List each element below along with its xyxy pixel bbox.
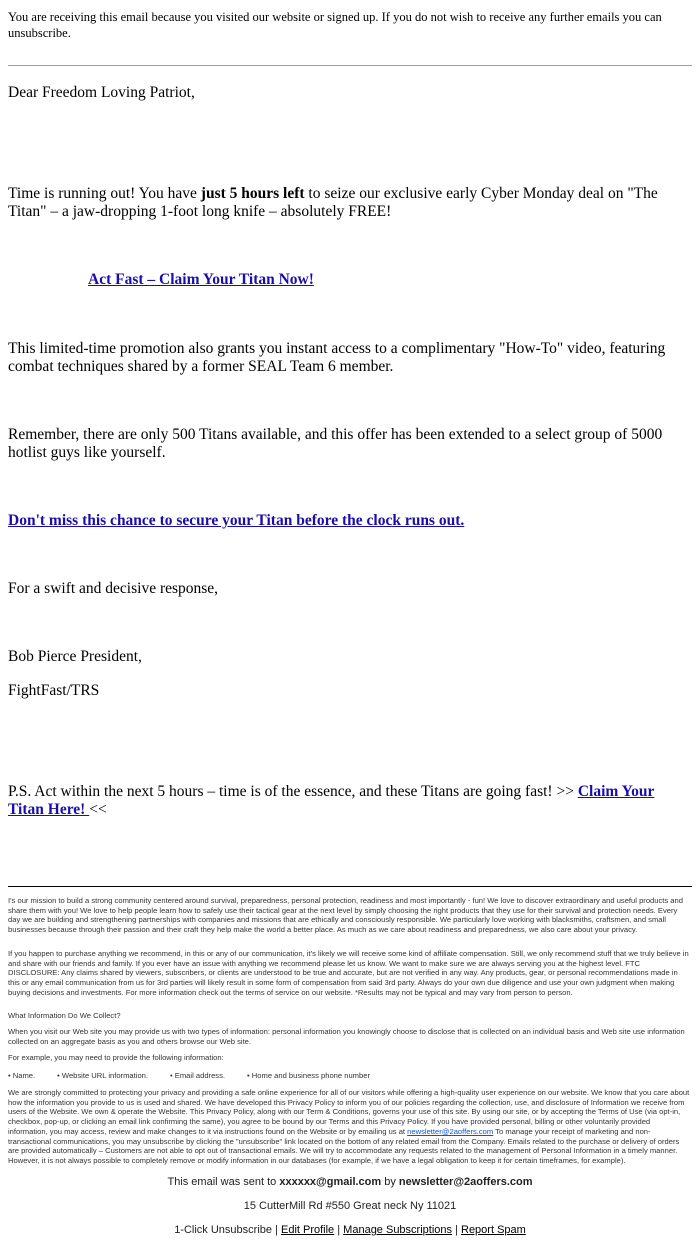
secure-titan-link[interactable]: Don't miss this chance to secure your Titan before the clock runs out.: [8, 512, 465, 529]
mailing-address: 15 CutterMill Rd #550 Great neck Ny 11021: [243, 1200, 457, 1212]
offer-text-start: Time is running out! You have: [8, 185, 201, 202]
privacy-text-start: We are strongly committed to protecting your privacy and providing a safe online experience for all of our visitors while offering a high-quality user experience on our website. We know that you care about how the information you provide to us is used and shared. We have developed this Privacy Policy to inform you of our policies regarding the collection, use, and disclosure of Information we receive from users of the Website. We own & operate the Website. This Privacy Policy, along with our Term & Conditions, governs your use of this site. By using our site, or by accepting the Terms of Use (via opt-in, checkbox, pop-up, or clicking an email link confirming the same), you agree to be bound by our Terms and this Privacy Policy. If you have provided personal, billing or other voluntarily provided information, you may access, review and make changes to it via instructions found on the Website or by emailing us at: [8, 1088, 690, 1136]
fine-print-disclosure: If you happen to purchase anything we recommend, in this or any of our communication, it's likely we will receive some kind of affiliate compensation. Still, we only recommend stuff that we truly believe in and share with our friends and family. If you ever have an issue with anything we recommend please let us know. We want to make sure we are always serving you at the highest level. FTC DISCLOSURE: Any claims shared by viewers, subscribers, or clients are understood to be true and accurate, but are not verified in any way. Any products, gear, or personal recommendations made in this or any email communication from us for 3rd parties will likely result in some form of compensation from said 3rd party. Always do your own due diligence and use your own judgment when making buying decisions and investments. For more information check out the terms of service on our website. *Results may not be typical and may vary from person to person.: [8, 949, 689, 997]
offer-text-end: to seize our exclusive early Cyber Monday deal on "The Titan" – a jaw-dropping 1-foot long knife – absolutely FREE!: [8, 185, 658, 220]
paragraph-video: This limited-time promotion also grants you instant access to a complimentary "How-To" video, featuring combat techniques shared by a former SEAL Team 6 member.: [8, 340, 666, 375]
footer-links: [0, 1224, 700, 1236]
fine-print-bullet-list: [8, 1071, 690, 1081]
unsubscribe-notice: You are receiving this email because you visited our website or signed up. If you do not wish to receive any further emails you can unsubscribe.: [8, 10, 662, 40]
claim-titan-now-link[interactable]: Act Fast – Claim Your Titan Now!: [88, 271, 314, 288]
fine-print-example: For example, you may need to provide the following information:: [8, 1053, 224, 1062]
cta-block-1: [88, 271, 488, 289]
manage-subscriptions-link[interactable]: Manage Subscriptions: [343, 1224, 453, 1236]
paragraph-availability: Remember, there are only 500 Titans available, and this offer has been extended to a select group of 5000 hotlist guys like yourself.: [8, 426, 663, 461]
separator: |: [334, 1224, 344, 1236]
separator: |: [272, 1224, 281, 1236]
fine-print-privacy: [8, 1088, 690, 1166]
sent-mid: by: [381, 1176, 399, 1188]
signature-name: Bob Pierce President,: [8, 648, 142, 665]
claim-titan-here-link[interactable]: Claim Your Titan Here!: [8, 783, 655, 818]
sent-prefix: This email was sent to: [167, 1176, 280, 1188]
one-click-unsubscribe[interactable]: 1-Click Unsubscribe: [174, 1224, 272, 1236]
header-divider: [8, 65, 692, 66]
privacy-text-end: To manage your receipt of marketing and non-transactional communications, you may unsubscribe by clicking the "unsubscribe" link located on the bottom of any related email from the Company. Emails related to the purchase or delivery of orders are provided automatically – Customers are not able to opt out of transactional emails. We will try to accommodate any requests related to the management of Personal Information in a timely manner. However, it is not always possible to completely remove or modify information in our databases (for example, if we have a legal obligation to keep it for certain timeframes, for example).: [8, 1126, 680, 1165]
report-spam-link[interactable]: Report Spam: [461, 1224, 526, 1236]
cta-block-2: [8, 512, 692, 530]
paragraph-offer: [8, 185, 692, 221]
bullet-email: • Email address.: [170, 1071, 226, 1080]
signature-company: FightFast/TRS: [8, 682, 100, 699]
separator: |: [452, 1224, 461, 1236]
offer-text-bold: just 5 hours left: [200, 185, 305, 202]
fine-print-mission: I's our mission to build a strong community centered around survival, preparedness, personal protection, readiness and most importantly - fun! We love to discover extraordinary and useful products and share them with you! We love to help people learn how to safely use their tactical gear at the next level by simply choosing the right products that they use for their survival and protection needs. Every day we are building and strengthening partnerships with companies and missions that are ethically and consciously responsible. We particularly love working with blacksmiths, craftsmen, and small businesses because through their passion and their craft they help make the world a better place. As much as we care about readiness and preparedness, we also care about your privacy.: [8, 896, 683, 935]
bullet-phone: • Home and business phone number: [247, 1071, 370, 1080]
ps-arrows: <<: [89, 801, 107, 818]
footer-divider: [8, 886, 692, 887]
postscript: [8, 783, 692, 819]
sent-by-address: newsletter@2aoffers.com: [398, 1176, 533, 1188]
privacy-email-link[interactable]: newsletter@2aoffers.com: [407, 1126, 494, 1136]
bullet-name: • Name.: [8, 1071, 36, 1080]
fine-print-collect-heading: What Information Do We Collect?: [8, 1011, 121, 1020]
sent-to-line: [0, 1176, 700, 1188]
closing-line: For a swift and decisive response,: [8, 580, 219, 597]
sent-to-address: xxxxxx@gmail.com: [279, 1176, 382, 1188]
edit-profile-link[interactable]: Edit Profile: [280, 1224, 335, 1236]
bullet-url: • Website URL information.: [57, 1071, 149, 1080]
greeting: Dear Freedom Loving Patriot,: [8, 84, 195, 101]
fine-print-collect-body: When you visit our Web site you may provide us with two types of information: personal information you knowingly choose to disclose that is collected on an individual basis and Web site use information collected on an aggregate basis as you and others browse our Web site.: [8, 1027, 685, 1046]
ps-text: P.S. Act within the next 5 hours – time is of the essence, and these Titans are going fast! >>: [8, 783, 578, 800]
